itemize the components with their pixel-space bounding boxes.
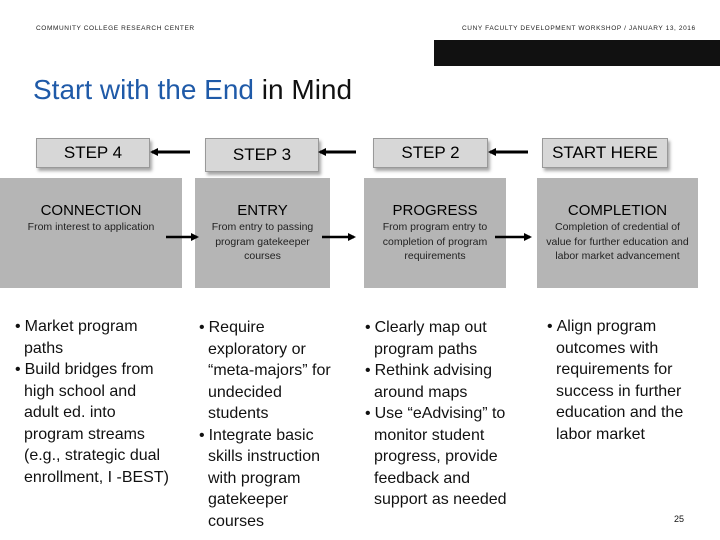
page-number: 25 [674, 514, 685, 524]
title-part1: Start with the End [33, 74, 255, 105]
list-item: • Align program outcomes with requirements for success in further education and the labor market [544, 316, 704, 445]
bullets-connection [12, 316, 172, 488]
list-item: • Use “eAdvising” to monitor student progress, provide feedback and support as needed [362, 403, 527, 511]
header-event: CUNY FACULTY DEVELOPMENT WORKSHOP / JANUARY 13, 2016 [462, 25, 696, 32]
list-item: • Require exploratory or “meta-majors” for undecided students [196, 317, 346, 425]
panel-progress-desc: From program entry to completion of program requirements [382, 221, 488, 262]
list-item: • Integrate basic skills instruction with program gatekeeper courses [196, 425, 346, 533]
bullets-entry [196, 317, 346, 532]
panel-connection-desc: From interest to application [27, 221, 155, 233]
panel-connection-title: CONNECTION [40, 202, 142, 219]
step-3-box: STEP 3 [205, 138, 319, 172]
panel-completion-title: COMPLETION [567, 202, 668, 219]
list-item: • Clearly map out program paths [362, 317, 527, 360]
step-2-box: STEP 2 [373, 138, 488, 168]
list-item: • Build bridges from high school and adult ed. into program streams (e.g., strategic dual enrollment, I -BEST) [12, 359, 172, 488]
panel-entry-desc: From entry to passing program gatekeeper courses [211, 221, 314, 262]
header-org: COMMUNITY COLLEGE RESEARCH CENTER [36, 25, 195, 32]
title-part2: in Mind [261, 74, 353, 105]
panel-completion-desc: Completion of credential of value for further education and labor market advancement [546, 221, 689, 262]
panel-progress-title: PROGRESS [392, 202, 478, 219]
bullets-progress [362, 317, 527, 511]
list-item: • Market program paths [12, 316, 172, 359]
bullets-completion [544, 316, 704, 445]
step-4-box: STEP 4 [36, 138, 150, 168]
panel-entry-title: ENTRY [237, 202, 288, 219]
list-item: • Rethink advising around maps [362, 360, 527, 403]
start-here-box: START HERE [542, 138, 668, 168]
